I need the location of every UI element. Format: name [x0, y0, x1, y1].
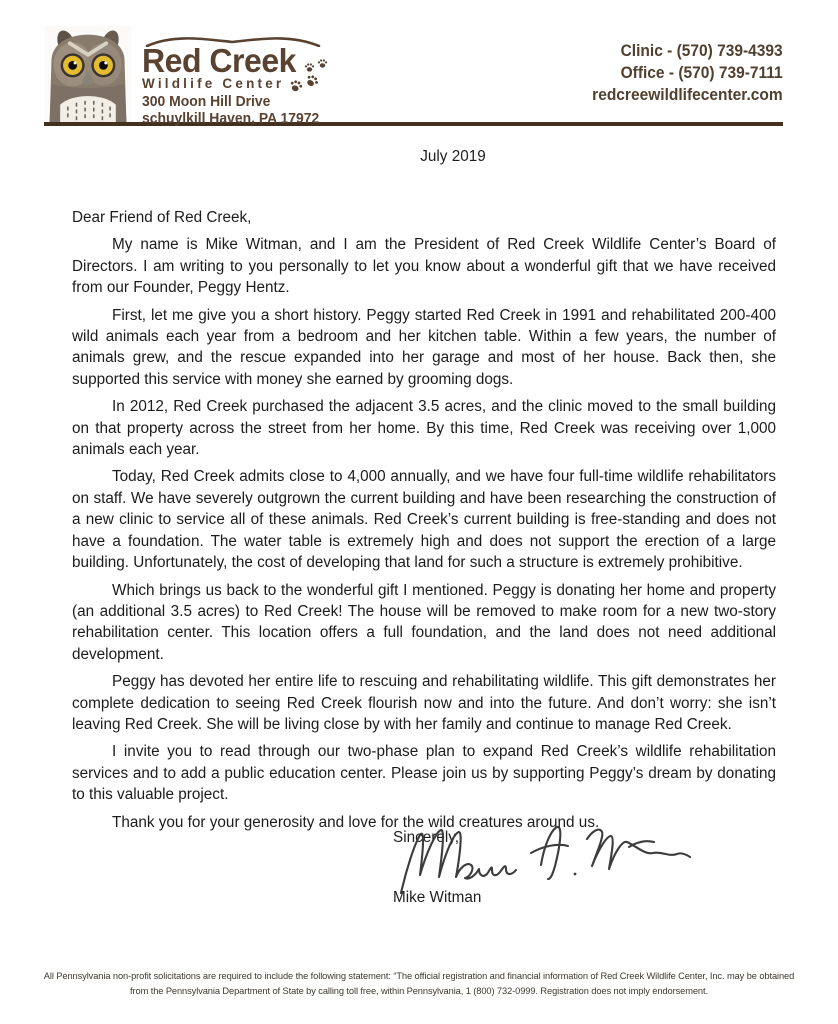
contact-info: [592, 26, 783, 106]
owl-photo: [44, 26, 132, 122]
closing: Sincerely,: [393, 829, 460, 846]
paragraph: I invite you to read through our two-phase plan to expand Red Creek’s wildlife rehabilitation services and to add a public education center. Please join us by supporting Peggy’s dream by donating to this valuable project.: [72, 743, 776, 804]
handwritten-signature-icon: [395, 819, 695, 903]
logo: [142, 26, 328, 128]
paragraph: Today, Red Creek admits close to 4,000 annually, and we have four full-time wildlife rehabilitators on staff. We have severely outgrown the current building and have been researching the construction of a new clinic to service all of these animals. Red Creek’s current building is free-standing and does not have a foundation. The water table is extremely high and does not support the erection of a large building. Unfortunately, the cost of developing that land for such a structure is extremely prohibitive.: [72, 468, 776, 572]
signature-block: [393, 829, 703, 907]
footer-line2: from the Pennsylvania Department of State by calling toll free, within Pennsylvania, 1 (800) 732-0999. Registration does not imply endorsement.: [130, 985, 708, 996]
logo-subname: Wildlife Center: [142, 76, 285, 92]
letter-date: July 2019: [420, 148, 486, 165]
salutation: Dear Friend of Red Creek,: [72, 209, 252, 226]
footer-disclaimer: [0, 969, 838, 998]
contact-website: redcreewildlifecenter.com: [592, 86, 783, 104]
paragraph: Thank you for your generosity and love for the wild creatures around us.: [112, 813, 600, 831]
footer-line1: All Pennsylvania non-profit solicitations are required to include the following statement: “The official registration and financial information of Red Creek Wildlife Center, Inc. may be obtained: [43, 971, 795, 981]
letter-body: [72, 207, 776, 839]
contact-office-phone: Office - (570) 739-7111: [620, 64, 783, 82]
contact-clinic-phone: Clinic - (570) 739-4393: [620, 42, 783, 60]
paw-print-icon: [289, 79, 319, 93]
logo-address-line2: schuylkill Haven, PA 17972: [142, 111, 320, 128]
logo-address-line1: 300 Moon Hill Drive: [142, 94, 271, 111]
paragraph: First, let me give you a short history. Peggy started Red Creek in 1991 and rehabilitated 200-400 wild animals each year from a bedroom and her kitchen table. Within a few years, the number of animals grew, and the rescue expanded into her garage and most of her house. Back then, she supported this service with money she earned by grooming dogs.: [72, 306, 776, 388]
signer-name: Mike Witman: [393, 889, 482, 906]
paw-print-icon: [304, 62, 328, 73]
paragraph: My name is Mike Witman, and I am the President of Red Creek Wildlife Center’s Board of Directors. I am writing to you personally to let you know about a wonderful gift that we have received from our Founder, Peggy Hentz.: [72, 236, 776, 297]
paragraph: Which brings us back to the wonderful gift I mentioned. Peggy is donating her home and property (an additional 3.5 acres) to Red Creek! The house will be removed to make room for a new two-story rehabilitation center. This location offers a full foundation, and the land does not need additional development.: [72, 581, 776, 663]
paragraph: Peggy has devoted her entire life to rescuing and rehabilitating wildlife. This gift demonstrates her complete dedication to seeing Red Creek flourish now and into the future. And don’t worry: she isn’t leaving Red Creek. She will be living close by with her family and continue to manage Red Creek.: [72, 673, 776, 733]
logo-name: Red Creek: [142, 42, 296, 79]
letterhead: [44, 26, 783, 126]
paragraph: In 2012, Red Creek purchased the adjacent 3.5 acres, and the clinic moved to the small building on that property across the street from her home. By this time, Red Creek was receiving over 1,000 animals each year.: [72, 398, 776, 459]
